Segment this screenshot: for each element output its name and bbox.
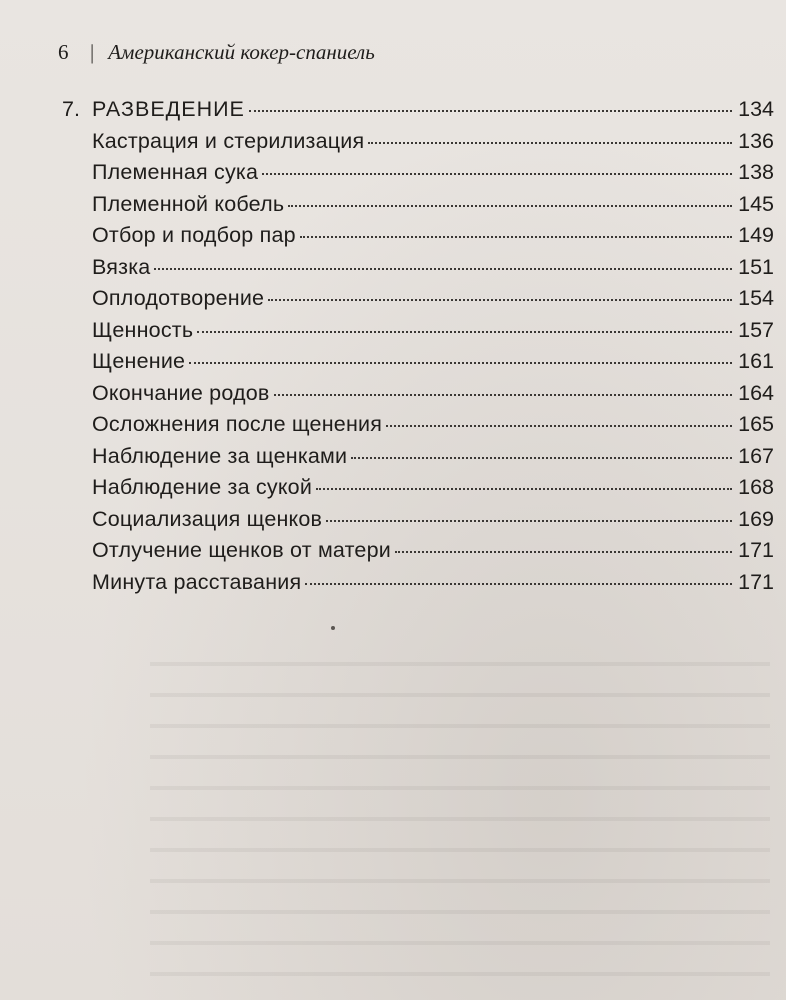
toc-entry-page: 169: [738, 506, 774, 531]
toc-entry: [62, 346, 774, 378]
dot-leader: [249, 95, 732, 117]
toc-entry-page: 151: [738, 254, 774, 279]
toc-entry-page: 138: [738, 160, 774, 184]
dot-leader: [274, 378, 732, 400]
book-title: Американский кокер-спаниель: [108, 39, 375, 64]
toc-entry-title: Наблюдение за сукой: [92, 475, 313, 499]
dot-leader: [262, 158, 732, 180]
paper-speck: [331, 626, 335, 630]
dot-leader: [268, 284, 732, 306]
toc-entry-title: Отбор и подбор пар: [92, 223, 296, 247]
dot-leader: [395, 536, 732, 558]
toc-entry-title: Вязка: [92, 254, 151, 279]
toc-entry: [62, 157, 774, 189]
dot-leader: [154, 252, 732, 274]
dot-leader: [368, 126, 732, 148]
toc-entry-page: 168: [738, 475, 774, 499]
running-header: [58, 36, 375, 68]
toc-entry: [62, 315, 774, 347]
toc-entry-page: 136: [738, 128, 774, 153]
toc-entry: [62, 252, 774, 284]
header-separator: |: [90, 39, 95, 64]
toc-entry: [62, 283, 774, 315]
toc-entry: [62, 441, 774, 473]
toc-entry-title: Наблюдение за щенками: [92, 443, 348, 468]
toc-entry-title: Племенная сука: [92, 160, 259, 184]
toc-entry: [62, 378, 774, 410]
toc-entry-title: Оплодотворение: [92, 286, 265, 310]
toc-entry-title: Осложнения после щенения: [92, 412, 383, 436]
toc-entry: [62, 189, 774, 221]
dot-leader: [300, 221, 732, 243]
dot-leader: [386, 410, 732, 432]
toc-entry-title: Окончание родов: [92, 380, 270, 405]
chapter-page: 134: [738, 97, 774, 121]
dot-leader: [351, 441, 732, 463]
toc-entry-title: Щенность: [92, 317, 194, 342]
toc-entry: [62, 126, 774, 158]
toc-entry: [62, 567, 774, 599]
table-of-contents: [62, 94, 774, 598]
dot-leader: [288, 189, 732, 211]
chapter-number: 7.: [62, 97, 80, 121]
toc-entry: [62, 472, 774, 504]
toc-entry-page: 154: [738, 286, 774, 310]
toc-entry-page: 149: [738, 223, 774, 247]
toc-entry-title: Минута расставания: [92, 569, 302, 594]
toc-entry: [62, 409, 774, 441]
toc-chapter-row: [62, 94, 774, 126]
toc-entry-page: 145: [738, 191, 774, 216]
toc-entry-page: 171: [738, 569, 774, 594]
toc-entry-page: 164: [738, 380, 774, 405]
toc-entry: [62, 504, 774, 536]
toc-entry-page: 165: [738, 412, 774, 436]
toc-entry-title: Социализация щенков: [92, 506, 323, 531]
dot-leader: [305, 567, 732, 589]
dot-leader: [326, 504, 732, 526]
dot-leader: [316, 473, 732, 495]
toc-entry-title: Племенной кобель: [92, 191, 285, 216]
toc-entry-title: Кастрация и стерилизация: [92, 128, 365, 153]
show-through-texture: [150, 640, 770, 980]
toc-entry-page: 157: [738, 317, 774, 342]
toc-entry-page: 167: [738, 443, 774, 468]
toc-entry-page: 171: [738, 538, 774, 562]
page-number: 6: [58, 39, 69, 64]
dot-leader: [189, 347, 732, 369]
chapter-title: РАЗВЕДЕНИЕ: [92, 97, 245, 121]
toc-entry-page: 161: [738, 349, 774, 373]
toc-entry: [62, 220, 774, 252]
toc-entry: [62, 535, 774, 567]
dot-leader: [197, 315, 732, 337]
toc-entry-title: Отлучение щенков от матери: [92, 538, 391, 562]
toc-entry-title: Щенение: [92, 349, 186, 373]
